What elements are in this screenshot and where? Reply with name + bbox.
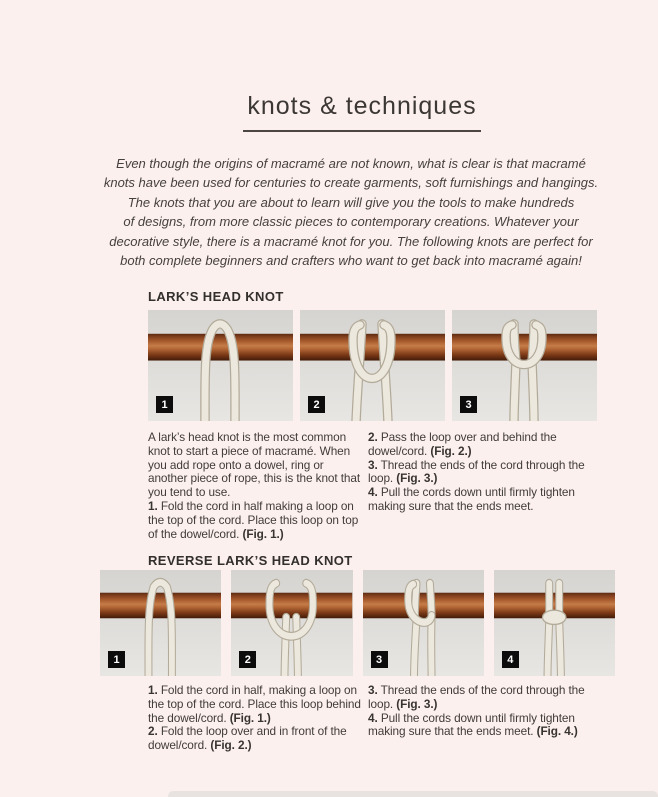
- step-number: 4.: [368, 710, 378, 725]
- figure-reference: (Fig. 3.): [396, 471, 438, 486]
- reverse-larks-head-photo-row: [100, 570, 615, 676]
- step-number: 1.: [148, 683, 158, 697]
- rope: [285, 617, 287, 676]
- step-text: Pull the cords down until firmly tighten making sure that the ends meet.: [368, 485, 575, 513]
- figure-reference: (Fig. 3.): [396, 696, 438, 711]
- knot-photo-fig2: [300, 310, 445, 421]
- larks-head-instructions: [148, 431, 600, 541]
- step-number: 3.: [368, 457, 378, 472]
- step-1: [148, 500, 363, 541]
- step-1: [148, 684, 363, 725]
- larks-head-photo-row: [148, 310, 597, 421]
- rope: [532, 324, 534, 421]
- step-4: [368, 712, 600, 740]
- step-number: 2.: [368, 430, 378, 444]
- page-title: knots & techniques: [243, 92, 480, 132]
- intro-line: both complete beginners and crafters who want to get back into macramé again!: [120, 253, 582, 269]
- step-2: [148, 725, 363, 753]
- rope: [429, 583, 431, 676]
- step-text: Pull the cords down until firmly tighten making sure that the ends meet.: [368, 710, 575, 739]
- intro-line: decorative style, there is a macramé knot for you. The following knots are perfect for: [109, 233, 593, 249]
- knot-photo-fig3: [452, 310, 597, 421]
- figure-reference: (Fig. 2.): [430, 443, 472, 458]
- step-text: Fold the loop over and in front of the dowel/cord.: [148, 724, 347, 753]
- section-heading-reverse-larks-head-knot: REVERSE LARK’S HEAD KNOT: [148, 553, 353, 568]
- knot-photo-fig3: [363, 570, 484, 676]
- step-text: Thread the ends of the cord through the loop.: [368, 457, 585, 486]
- intro-line: Even though the origins of macramé are not known, what is clear is that macramé: [116, 156, 586, 171]
- step-number: 3.: [368, 683, 378, 697]
- figure-reference: (Fig. 1.): [229, 710, 271, 725]
- instructions-right-column: [368, 431, 600, 541]
- knot-photo-fig1: [100, 570, 221, 676]
- step-number: 1.: [148, 498, 158, 513]
- figure-reference: (Fig. 2.): [210, 738, 252, 753]
- step-text: Pass the loop over and behind the dowel/cord.: [368, 430, 557, 458]
- intro-paragraph: [0, 154, 658, 270]
- page-header: [0, 92, 658, 132]
- step-text: Thread the ends of the cord through the loop.: [368, 683, 585, 711]
- step-text: Fold the cord in half making a loop on the top of the cord. Place this loop on top of the dowel/cord.: [148, 498, 359, 541]
- figure-number-badge: 3: [371, 651, 388, 668]
- rope: [547, 583, 549, 676]
- knot-photo-fig2: [231, 570, 352, 676]
- rope-knot: [542, 610, 565, 624]
- rope: [559, 583, 561, 676]
- rope: [296, 617, 298, 676]
- copper-dowel: [300, 334, 445, 361]
- figure-number-badge: 2: [239, 651, 256, 668]
- figure-number-badge: 3: [460, 396, 477, 413]
- figure-reference: (Fig. 1.): [242, 526, 284, 541]
- step-number: 4.: [368, 485, 378, 500]
- instructions-left-column: [148, 431, 363, 541]
- copper-dowel: [100, 593, 221, 619]
- section-heading-larks-head-knot: LARK’S HEAD KNOT: [148, 289, 284, 304]
- next-content-edge: [168, 791, 658, 797]
- step-2: [368, 431, 600, 459]
- instructions-right-column: [368, 684, 600, 753]
- figure-number-badge: 1: [156, 396, 173, 413]
- step-number: 2.: [148, 724, 158, 739]
- step-3: [368, 459, 600, 487]
- figure-reference: (Fig. 4.): [536, 724, 578, 739]
- intro-line: knots have been used for centuries to create garments, soft furnishings and hangings.: [103, 175, 599, 191]
- copper-dowel: [231, 593, 352, 619]
- figure-number-badge: 4: [502, 651, 519, 668]
- step-text: Fold the cord in half, making a loop on the top of the cord. Place this loop behind the dowel/cord.: [148, 683, 361, 725]
- reverse-larks-head-instructions: [148, 684, 600, 753]
- instructions-left-column: [148, 684, 363, 753]
- knot-photo-fig1: [148, 310, 293, 421]
- rope: [414, 583, 417, 676]
- rope: [514, 324, 516, 421]
- figure-number-badge: 1: [108, 651, 125, 668]
- intro-line: of designs, from more classic pieces to contemporary creations. Whatever your: [123, 214, 579, 230]
- copper-dowel: [148, 334, 293, 361]
- copper-dowel: [363, 593, 484, 619]
- step-4: [368, 486, 600, 514]
- knot-photo-fig4: [494, 570, 615, 676]
- knot-description: A lark’s head knot is the most common knot to start a piece of macramé. When you add rope onto a dowel, ring or another piece of rope, this is the knot that you tend to use.: [148, 430, 361, 500]
- intro-line: The knots that you are about to learn will give you the tools to make hundreds: [127, 194, 575, 210]
- step-3: [368, 684, 600, 712]
- copper-dowel: [452, 334, 597, 361]
- figure-number-badge: 2: [308, 396, 325, 413]
